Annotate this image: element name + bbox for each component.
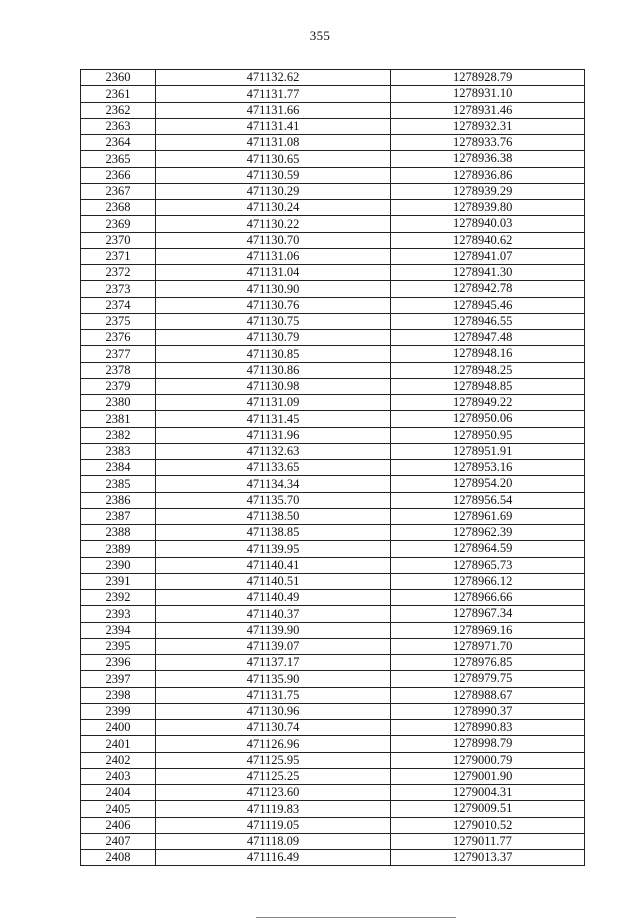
- x-coordinate-cell: 471140.41: [156, 557, 391, 573]
- table-row: [81, 720, 585, 736]
- point-number-cell: 2389: [81, 541, 156, 557]
- point-number-cell: 2404: [81, 785, 156, 801]
- point-number-cell: 2378: [81, 362, 156, 378]
- table-row: [81, 281, 585, 297]
- coordinate-table-body: [81, 70, 585, 866]
- table-row: [81, 817, 585, 833]
- table-row: [81, 671, 585, 687]
- x-coordinate-cell: 471119.83: [156, 801, 391, 817]
- x-coordinate-cell: 471123.60: [156, 785, 391, 801]
- table-row: [81, 200, 585, 216]
- table-row: [81, 330, 585, 346]
- point-number-cell: 2364: [81, 135, 156, 151]
- y-coordinate-cell: 1278951.91: [391, 443, 585, 459]
- y-coordinate-cell: 1278940.03: [391, 216, 585, 232]
- table-row: [81, 151, 585, 167]
- x-coordinate-cell: 471131.04: [156, 265, 391, 281]
- table-row: [81, 785, 585, 801]
- y-coordinate-cell: 1278965.73: [391, 557, 585, 573]
- point-number-cell: 2365: [81, 151, 156, 167]
- y-coordinate-cell: 1279009.51: [391, 801, 585, 817]
- x-coordinate-cell: 471131.96: [156, 427, 391, 443]
- table-row: [81, 167, 585, 183]
- table-row: [81, 590, 585, 606]
- table-row: [81, 736, 585, 752]
- x-coordinate-cell: 471135.70: [156, 492, 391, 508]
- point-number-cell: 2374: [81, 297, 156, 313]
- table-row: [81, 427, 585, 443]
- point-number-cell: 2392: [81, 590, 156, 606]
- point-number-cell: 2385: [81, 476, 156, 492]
- point-number-cell: 2370: [81, 232, 156, 248]
- point-number-cell: 2382: [81, 427, 156, 443]
- y-coordinate-cell: 1278945.46: [391, 297, 585, 313]
- y-coordinate-cell: 1278932.31: [391, 118, 585, 134]
- table-row: [81, 557, 585, 573]
- y-coordinate-cell: 1278988.67: [391, 687, 585, 703]
- table-row: [81, 378, 585, 394]
- y-coordinate-cell: 1278946.55: [391, 313, 585, 329]
- point-number-cell: 2381: [81, 411, 156, 427]
- y-coordinate-cell: 1279001.90: [391, 768, 585, 784]
- y-coordinate-cell: 1278998.79: [391, 736, 585, 752]
- x-coordinate-cell: 471140.37: [156, 606, 391, 622]
- point-number-cell: 2406: [81, 817, 156, 833]
- table-row: [81, 655, 585, 671]
- point-number-cell: 2368: [81, 200, 156, 216]
- point-number-cell: 2376: [81, 330, 156, 346]
- x-coordinate-cell: 471130.79: [156, 330, 391, 346]
- x-coordinate-cell: 471131.77: [156, 86, 391, 102]
- table-row: [81, 297, 585, 313]
- x-coordinate-cell: 471131.66: [156, 102, 391, 118]
- table-row: [81, 102, 585, 118]
- y-coordinate-cell: 1278928.79: [391, 70, 585, 86]
- x-coordinate-cell: 471138.50: [156, 508, 391, 524]
- x-coordinate-cell: 471130.22: [156, 216, 391, 232]
- point-number-cell: 2379: [81, 378, 156, 394]
- x-coordinate-cell: 471130.70: [156, 232, 391, 248]
- table-row: [81, 768, 585, 784]
- x-coordinate-cell: 471135.90: [156, 671, 391, 687]
- x-coordinate-cell: 471131.75: [156, 687, 391, 703]
- table-row: [81, 850, 585, 866]
- x-coordinate-cell: 471116.49: [156, 850, 391, 866]
- point-number-cell: 2402: [81, 752, 156, 768]
- y-coordinate-cell: 1278966.12: [391, 573, 585, 589]
- point-number-cell: 2361: [81, 86, 156, 102]
- y-coordinate-cell: 1278936.38: [391, 151, 585, 167]
- y-coordinate-cell: 1278933.76: [391, 135, 585, 151]
- x-coordinate-cell: 471131.09: [156, 395, 391, 411]
- x-coordinate-cell: 471130.59: [156, 167, 391, 183]
- table-row: [81, 687, 585, 703]
- table-row: [81, 833, 585, 849]
- point-number-cell: 2408: [81, 850, 156, 866]
- y-coordinate-cell: 1278939.29: [391, 183, 585, 199]
- x-coordinate-cell: 471139.95: [156, 541, 391, 557]
- y-coordinate-cell: 1278941.30: [391, 265, 585, 281]
- table-row: [81, 411, 585, 427]
- point-number-cell: 2388: [81, 525, 156, 541]
- table-row: [81, 638, 585, 654]
- y-coordinate-cell: 1278967.34: [391, 606, 585, 622]
- table-row: [81, 395, 585, 411]
- y-coordinate-cell: 1278947.48: [391, 330, 585, 346]
- point-number-cell: 2390: [81, 557, 156, 573]
- table-row: [81, 508, 585, 524]
- x-coordinate-cell: 471139.07: [156, 638, 391, 654]
- y-coordinate-cell: 1278964.59: [391, 541, 585, 557]
- table-row: [81, 232, 585, 248]
- table-row: [81, 70, 585, 86]
- table-row: [81, 248, 585, 264]
- y-coordinate-cell: 1278948.85: [391, 378, 585, 394]
- y-coordinate-cell: 1278931.46: [391, 102, 585, 118]
- point-number-cell: 2401: [81, 736, 156, 752]
- point-number-cell: 2369: [81, 216, 156, 232]
- table-row: [81, 460, 585, 476]
- table-row: [81, 703, 585, 719]
- point-number-cell: 2397: [81, 671, 156, 687]
- x-coordinate-cell: 471140.51: [156, 573, 391, 589]
- point-number-cell: 2373: [81, 281, 156, 297]
- point-number-cell: 2394: [81, 622, 156, 638]
- x-coordinate-cell: 471133.65: [156, 460, 391, 476]
- point-number-cell: 2380: [81, 395, 156, 411]
- y-coordinate-cell: 1279010.52: [391, 817, 585, 833]
- y-coordinate-cell: 1279000.79: [391, 752, 585, 768]
- y-coordinate-cell: 1278948.25: [391, 362, 585, 378]
- y-coordinate-cell: 1278941.07: [391, 248, 585, 264]
- x-coordinate-cell: 471118.09: [156, 833, 391, 849]
- point-number-cell: 2393: [81, 606, 156, 622]
- point-number-cell: 2384: [81, 460, 156, 476]
- point-number-cell: 2403: [81, 768, 156, 784]
- y-coordinate-cell: 1279013.37: [391, 850, 585, 866]
- point-number-cell: 2387: [81, 508, 156, 524]
- point-number-cell: 2396: [81, 655, 156, 671]
- y-coordinate-cell: 1278956.54: [391, 492, 585, 508]
- y-coordinate-cell: 1278961.69: [391, 508, 585, 524]
- y-coordinate-cell: 1278942.78: [391, 281, 585, 297]
- table-row: [81, 183, 585, 199]
- x-coordinate-cell: 471137.17: [156, 655, 391, 671]
- table-row: [81, 362, 585, 378]
- point-number-cell: 2407: [81, 833, 156, 849]
- point-number-cell: 2363: [81, 118, 156, 134]
- table-row: [81, 86, 585, 102]
- table-row: [81, 541, 585, 557]
- y-coordinate-cell: 1278953.16: [391, 460, 585, 476]
- y-coordinate-cell: 1278971.70: [391, 638, 585, 654]
- point-number-cell: 2362: [81, 102, 156, 118]
- point-number-cell: 2366: [81, 167, 156, 183]
- table-row: [81, 622, 585, 638]
- x-coordinate-cell: 471130.29: [156, 183, 391, 199]
- point-number-cell: 2377: [81, 346, 156, 362]
- point-number-cell: 2383: [81, 443, 156, 459]
- x-coordinate-cell: 471130.98: [156, 378, 391, 394]
- point-number-cell: 2371: [81, 248, 156, 264]
- x-coordinate-cell: 471131.41: [156, 118, 391, 134]
- x-coordinate-cell: 471131.08: [156, 135, 391, 151]
- y-coordinate-cell: 1278948.16: [391, 346, 585, 362]
- x-coordinate-cell: 471130.76: [156, 297, 391, 313]
- point-number-cell: 2398: [81, 687, 156, 703]
- x-coordinate-cell: 471126.96: [156, 736, 391, 752]
- x-coordinate-cell: 471138.85: [156, 525, 391, 541]
- y-coordinate-cell: 1278940.62: [391, 232, 585, 248]
- y-coordinate-cell: 1278990.83: [391, 720, 585, 736]
- table-row: [81, 573, 585, 589]
- point-number-cell: 2386: [81, 492, 156, 508]
- y-coordinate-cell: 1278950.06: [391, 411, 585, 427]
- x-coordinate-cell: 471134.34: [156, 476, 391, 492]
- y-coordinate-cell: 1278939.80: [391, 200, 585, 216]
- bottom-rule: [256, 917, 456, 918]
- table-row: [81, 443, 585, 459]
- point-number-cell: 2405: [81, 801, 156, 817]
- point-number-cell: 2395: [81, 638, 156, 654]
- page-number: 355: [309, 28, 331, 43]
- point-number-cell: 2375: [81, 313, 156, 329]
- y-coordinate-cell: 1278950.95: [391, 427, 585, 443]
- y-coordinate-cell: 1278962.39: [391, 525, 585, 541]
- table-row: [81, 313, 585, 329]
- point-number-cell: 2360: [81, 70, 156, 86]
- table-row: [81, 801, 585, 817]
- y-coordinate-cell: 1279011.77: [391, 833, 585, 849]
- table-row: [81, 492, 585, 508]
- x-coordinate-cell: 471139.90: [156, 622, 391, 638]
- y-coordinate-cell: 1279004.31: [391, 785, 585, 801]
- point-number-cell: 2391: [81, 573, 156, 589]
- x-coordinate-cell: 471131.45: [156, 411, 391, 427]
- y-coordinate-cell: 1278969.16: [391, 622, 585, 638]
- point-number-cell: 2399: [81, 703, 156, 719]
- x-coordinate-cell: 471130.75: [156, 313, 391, 329]
- x-coordinate-cell: 471130.65: [156, 151, 391, 167]
- x-coordinate-cell: 471131.06: [156, 248, 391, 264]
- table-row: [81, 525, 585, 541]
- table-row: [81, 606, 585, 622]
- x-coordinate-cell: 471130.85: [156, 346, 391, 362]
- table-row: [81, 216, 585, 232]
- point-number-cell: 2400: [81, 720, 156, 736]
- x-coordinate-cell: 471140.49: [156, 590, 391, 606]
- table-row: [81, 752, 585, 768]
- y-coordinate-cell: 1278949.22: [391, 395, 585, 411]
- x-coordinate-cell: 471130.86: [156, 362, 391, 378]
- y-coordinate-cell: 1278979.75: [391, 671, 585, 687]
- table-row: [81, 135, 585, 151]
- y-coordinate-cell: 1278976.85: [391, 655, 585, 671]
- x-coordinate-cell: 471130.24: [156, 200, 391, 216]
- table-row: [81, 265, 585, 281]
- table-row: [81, 346, 585, 362]
- point-number-cell: 2367: [81, 183, 156, 199]
- table-row: [81, 476, 585, 492]
- x-coordinate-cell: 471125.25: [156, 768, 391, 784]
- y-coordinate-cell: 1278936.86: [391, 167, 585, 183]
- y-coordinate-cell: 1278954.20: [391, 476, 585, 492]
- x-coordinate-cell: 471125.95: [156, 752, 391, 768]
- y-coordinate-cell: 1278931.10: [391, 86, 585, 102]
- y-coordinate-cell: 1278966.66: [391, 590, 585, 606]
- x-coordinate-cell: 471130.74: [156, 720, 391, 736]
- y-coordinate-cell: 1278990.37: [391, 703, 585, 719]
- x-coordinate-cell: 471119.05: [156, 817, 391, 833]
- table-row: [81, 118, 585, 134]
- x-coordinate-cell: 471130.90: [156, 281, 391, 297]
- x-coordinate-cell: 471130.96: [156, 703, 391, 719]
- x-coordinate-cell: 471132.62: [156, 70, 391, 86]
- x-coordinate-cell: 471132.63: [156, 443, 391, 459]
- coordinate-table: [80, 69, 585, 866]
- point-number-cell: 2372: [81, 265, 156, 281]
